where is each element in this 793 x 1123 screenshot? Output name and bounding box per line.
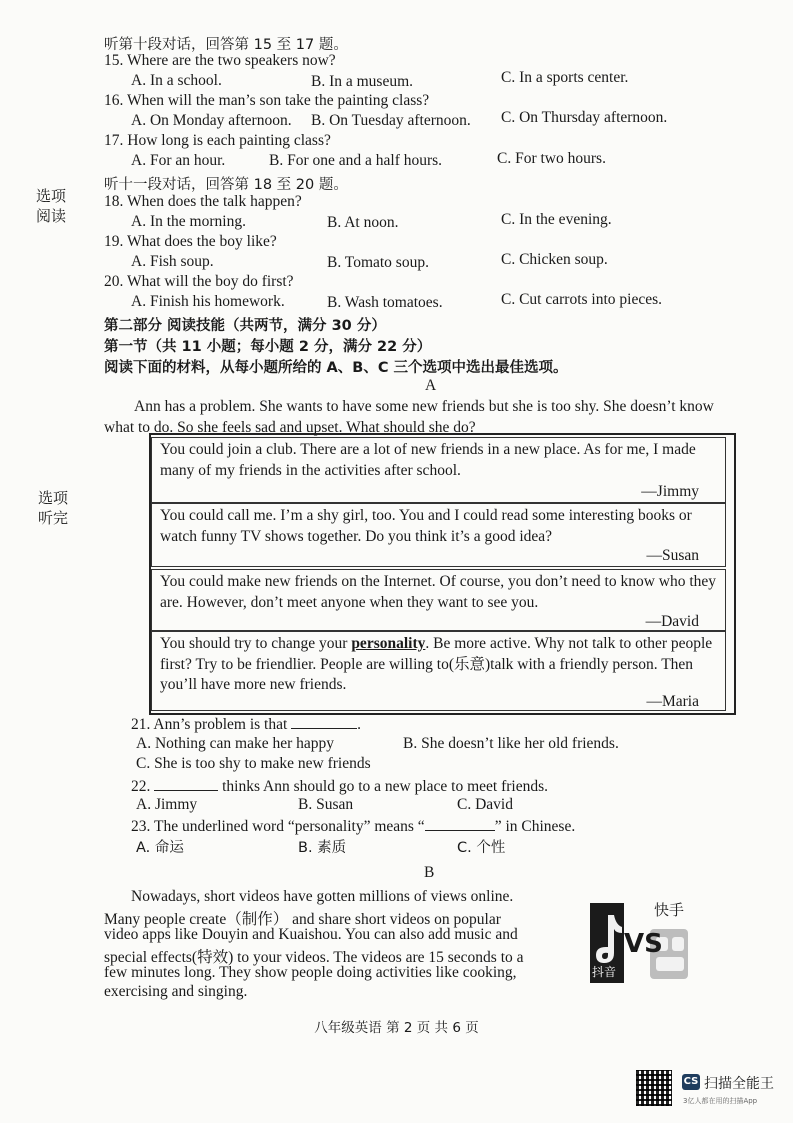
advice-signature: —David [645, 613, 699, 630]
advice-boxes [149, 433, 736, 715]
passage-label: A [425, 377, 437, 394]
margin-note: 选项 [36, 187, 67, 205]
option: A. In a school. [131, 72, 222, 89]
option: A. Finish his homework. [131, 293, 285, 310]
option: A. In the morning. [131, 213, 246, 230]
scanner-tagline: 3亿人都在用的扫描App [683, 1097, 758, 1105]
scanner-name: 扫描全能王 [704, 1076, 774, 1092]
douyin-vs-kuaishou-logo [588, 893, 690, 985]
margin-note: 选项 [38, 489, 69, 507]
question-stem: 18. When does the talk happen? [104, 193, 302, 210]
camscanner-icon: CS [682, 1074, 700, 1090]
advice-signature: —Susan [646, 547, 699, 564]
kuaishou-label: 快手 [654, 901, 685, 919]
advice-box-maria [151, 631, 726, 711]
passage-line: exercising and singing. [104, 983, 248, 1000]
option: C. 个性 [457, 840, 506, 856]
option: B. For one and a half hours. [269, 152, 443, 169]
option: B. Susan [298, 796, 354, 813]
question-stem: 20. What will the boy do first? [104, 273, 294, 290]
option: B. Tomato soup. [327, 254, 429, 271]
option: C. She is too shy to make new friends [136, 755, 371, 772]
section-heading: 听十一段对话，回答第 18 至 20 题。 [104, 177, 348, 193]
option: C. Chicken soup. [501, 251, 608, 268]
advice-signature: —Jimmy [641, 483, 699, 500]
answer-blank [154, 776, 218, 791]
advice-text: You could call me. I’m a shy girl, too. You and I could read some interesting books or watch funny TV shows together. Do you think it’s a good idea? [160, 507, 692, 545]
option: B. 素质 [298, 840, 347, 856]
option: A. For an hour. [131, 152, 226, 169]
passage-intro: Ann has a problem. She wants to have some new friends but she is too shy. She doesn’t know what to do. So she feels sad and upset. What should she do? [104, 398, 714, 436]
option: C. In the evening. [501, 211, 612, 228]
advice-text: You could make new friends on the Internet. Of course, you don’t need to know who they are. However, don’t meet anyone when they want to see you. [160, 573, 717, 611]
vs-text: VS [624, 929, 663, 959]
option: B. She doesn’t like her old friends. [403, 735, 619, 752]
question-stem: 19. What does the boy like? [104, 233, 277, 250]
underlined-word: personality [351, 635, 426, 652]
answer-blank [291, 714, 357, 729]
passage-label: B [424, 864, 435, 881]
question-stem: 16. When will the man’s son take the painting class? [104, 92, 430, 109]
option: C. On Thursday afternoon. [501, 109, 668, 126]
section-heading: 第一节（共 11 小题；每小题 2 分，满分 22 分） [104, 339, 432, 355]
option: B. At noon. [327, 214, 399, 231]
instruction: 阅读下面的材料，从每小题所给的 A、B、C 三个选项中选出最佳选项。 [104, 360, 568, 376]
option: C. David [457, 796, 513, 813]
douyin-label: 抖音 [592, 965, 617, 979]
margin-note: 听完 [38, 509, 69, 527]
option: B. On Tuesday afternoon. [311, 112, 471, 129]
advice-text: You could join a club. There are a lot of new friends in a new place. As for me, I made many of my friends in the activities after school. [160, 441, 696, 479]
option: B. Wash tomatoes. [327, 294, 443, 311]
option: A. On Monday afternoon. [131, 112, 292, 129]
question-stem: 15. Where are the two speakers now? [104, 52, 336, 69]
option: C. For two hours. [497, 150, 606, 167]
option: C. In a sports center. [501, 69, 629, 86]
part-heading: 第二部分 阅读技能（共两节，满分 30 分） [104, 318, 386, 334]
advice-signature: —Maria [646, 693, 699, 710]
advice-box-david [151, 569, 726, 631]
question-stem: 17. How long is each painting class? [104, 132, 331, 149]
question-stem: 23. The underlined word “personality” means “ ” in Chinese. [131, 818, 576, 835]
passage-line: Many people create（制作） and share short videos on popular [104, 911, 501, 928]
passage-line: Nowadays, short videos have gotten millions of views online. [131, 888, 514, 905]
question-stem: 22. thinks Ann should go to a new place to meet friends. [131, 778, 548, 795]
option: A. Nothing can make her happy [136, 735, 334, 752]
section-heading: 听第十段对话，回答第 15 至 17 题。 [104, 37, 348, 53]
passage-line: few minutes long. They show people doing activities like cooking, [104, 964, 517, 981]
passage-line: video apps like Douyin and Kuaishou. You can also add music and [104, 926, 518, 943]
advice-box-susan [151, 503, 726, 567]
passage-line: special effects(特效) to your videos. The videos are 15 seconds to a [104, 949, 524, 966]
question-stem: 21. Ann’s problem is that . [131, 716, 362, 733]
option: B. In a museum. [311, 73, 414, 90]
page-footer: 八年级英语 第 2 页 共 6 页 [314, 1020, 479, 1036]
advice-text: You should try to change your personality. Be more active. Why not talk to other people first? Try to be friendlier. People are willing to(乐意)talk with a friendly person. Then you’ll have more new friends. [160, 635, 713, 693]
margin-note: 阅读 [36, 207, 67, 225]
option: C. Cut carrots into pieces. [501, 291, 662, 308]
option: A. Fish soup. [131, 253, 214, 270]
qr-code-icon [636, 1070, 672, 1106]
option: A. Jimmy [136, 796, 198, 813]
option: A. 命运 [136, 840, 184, 856]
answer-blank [425, 816, 495, 831]
advice-box-jimmy [151, 437, 726, 503]
